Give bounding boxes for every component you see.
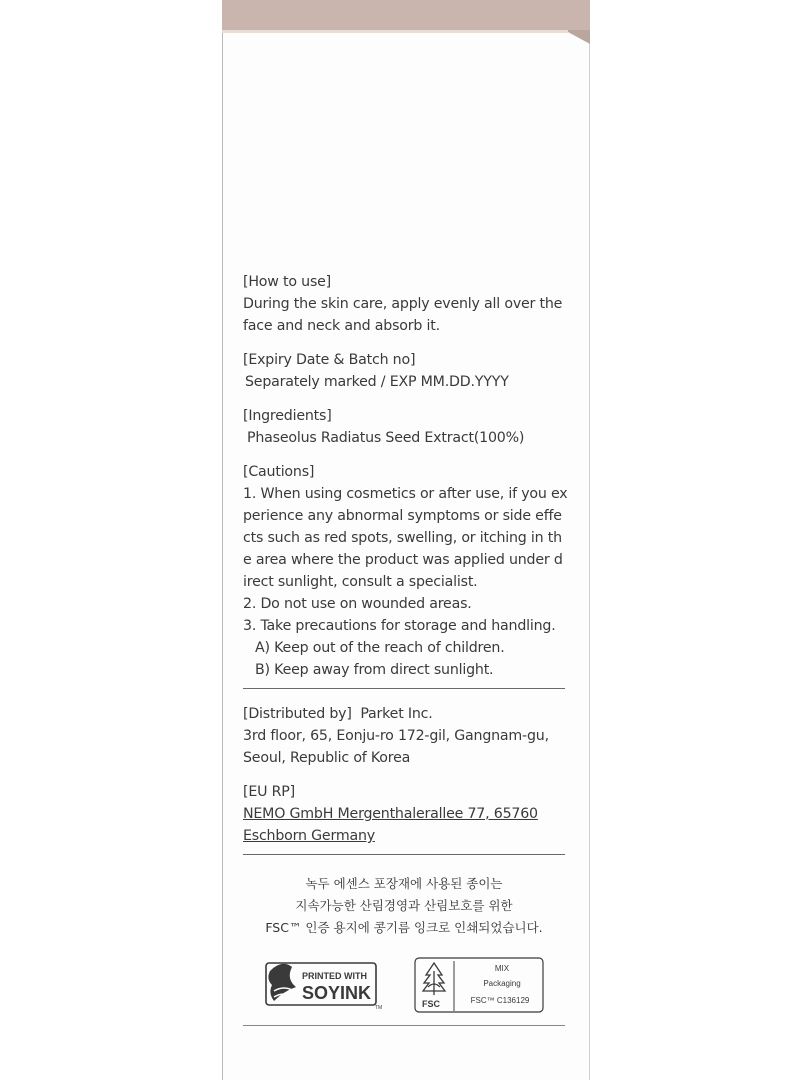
fsc-tree-icon	[423, 963, 445, 995]
how-to-use-line: face and neck and absorb it.	[243, 318, 440, 334]
distributor-name: Parket Inc.	[360, 706, 433, 722]
ingredients-text: Phaseolus Radiatus Seed Extract(100%)	[247, 430, 525, 446]
soyink-line2: SOYINK	[302, 983, 372, 1003]
cautions-line: e area where the product was applied under d	[243, 552, 563, 568]
cautions-heading: [Cautions]	[243, 464, 315, 480]
cautions-line: cts such as red spots, swelling, or itching in th	[243, 530, 562, 546]
box-top-flap	[222, 0, 590, 44]
korean-notice-line: FSC™ 인증 용지에 콩기름 잉크로 인쇄되었습니다.	[265, 920, 543, 935]
korean-fsc-notice	[243, 873, 565, 939]
korean-notice-line: 지속가능한 산림경영과 산림보호를 위한	[295, 898, 513, 913]
cautions-line: irect sunlight, consult a specialist.	[243, 574, 478, 590]
cautions-sub-line: A) Keep out of the reach of children.	[255, 640, 505, 656]
soyink-tm: TM	[375, 1005, 383, 1011]
how-to-use-line: During the skin care, apply evenly all over the	[243, 296, 563, 312]
divider	[243, 1025, 565, 1026]
cautions-line: perience any abnormal symptoms or side effe	[243, 508, 562, 524]
eu-rp-line: Eschborn Germany	[243, 828, 375, 844]
fsc-small-label: FSC	[422, 999, 440, 1009]
soyink-logo	[262, 957, 388, 1011]
fsc-logo	[414, 957, 544, 1013]
divider	[243, 854, 565, 855]
fsc-packaging: Packaging	[483, 979, 521, 988]
expiry-heading: [Expiry Date & Batch no]	[243, 352, 416, 368]
how-to-use-heading: [How to use]	[243, 274, 331, 290]
cautions-line: 3. Take precautions for storage and handling.	[243, 618, 556, 634]
label-text-block	[243, 271, 573, 681]
distributor-address-line: Seoul, Republic of Korea	[243, 750, 411, 766]
distributor-block	[243, 703, 573, 847]
divider	[243, 688, 565, 689]
ingredients-heading: [Ingredients]	[243, 408, 332, 424]
eu-rp-line: NEMO GmbH Mergenthalerallee 77, 65760	[243, 806, 538, 822]
expiry-text: Separately marked / EXP MM.DD.YYYY	[245, 374, 509, 390]
cautions-sub-line: B) Keep away from direct sunlight.	[255, 662, 494, 678]
distributor-address-line: 3rd floor, 65, Eonju-ro 172-gil, Gangnam-gu,	[243, 728, 549, 744]
eu-rp-heading: [EU RP]	[243, 784, 295, 800]
soyink-line1: PRINTED WITH	[302, 971, 367, 981]
fsc-mix: MIX	[494, 964, 510, 973]
fsc-code: FSC™ C136129	[470, 996, 530, 1005]
cautions-line: 2. Do not use on wounded areas.	[243, 596, 472, 612]
cautions-line: 1. When using cosmetics or after use, if you ex	[243, 486, 568, 502]
distributor-label: [Distributed by]	[243, 706, 352, 722]
korean-notice-line: 녹두 에센스 포장재에 사용된 종이는	[305, 876, 503, 891]
